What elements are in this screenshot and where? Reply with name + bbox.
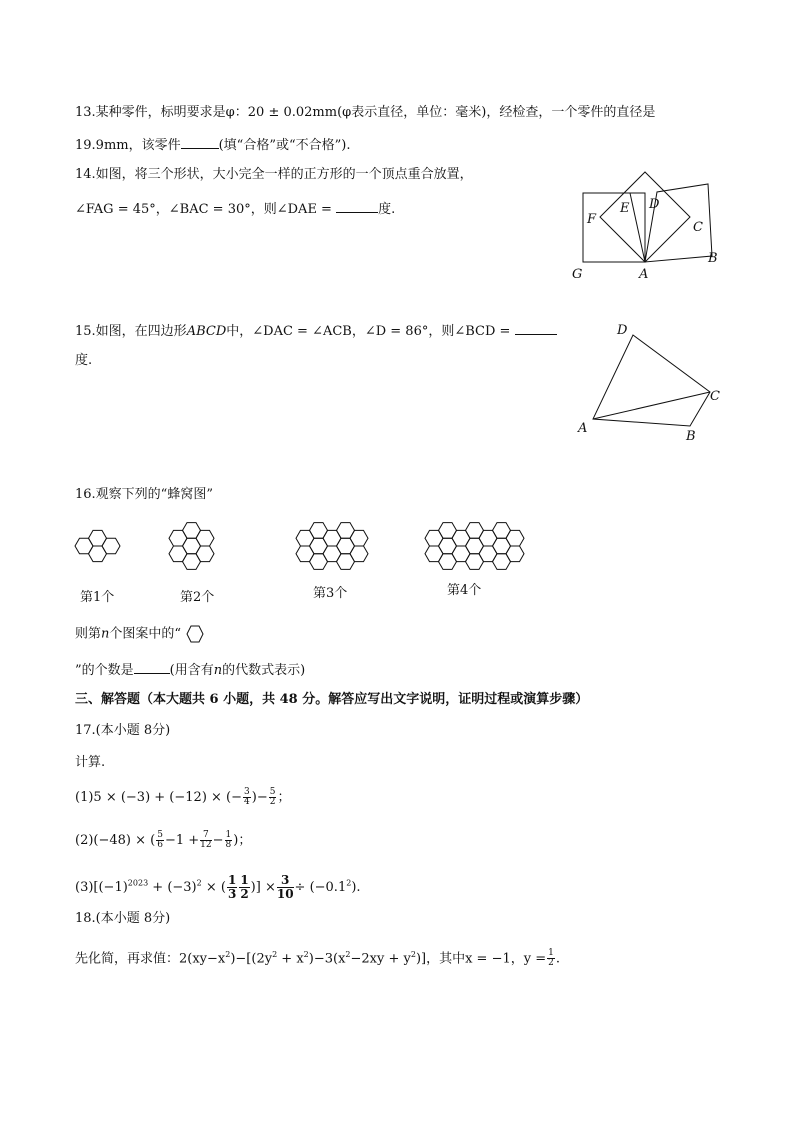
q17-p2-mid2: − xyxy=(212,833,224,848)
q17-p3-b: + (−3) xyxy=(148,880,197,895)
q17-part2 xyxy=(75,831,251,850)
q16-line2 xyxy=(75,624,205,644)
frac-numerator: 3 xyxy=(244,787,250,797)
q15-label-B: B xyxy=(686,429,696,444)
q15-label-D: D xyxy=(617,323,628,338)
q17-p1-mid: )− xyxy=(251,790,268,805)
q17-p3-exp2: 2 xyxy=(196,878,202,888)
q15-answer-blank[interactable] xyxy=(515,321,557,335)
q14-figure xyxy=(560,162,730,286)
q18-header: 18.(本小题 8分) xyxy=(75,911,171,926)
q16-honeycomb-figures xyxy=(60,510,530,582)
q16-variable-n-2: n xyxy=(213,663,223,678)
q17-p2-frac3 xyxy=(225,831,233,850)
q18-exp3: 2 xyxy=(303,950,309,959)
q13-line2-suffix: (填“合格”或“不合格”). xyxy=(218,138,351,153)
q18-exp2: 2 xyxy=(272,950,278,959)
honeycomb-cell-fig2 xyxy=(196,530,214,546)
frac-numerator: 5 xyxy=(157,830,163,840)
q16-line3-suffix: 的代数式表示) xyxy=(222,663,306,678)
q15-quad-name: ABCD xyxy=(186,324,227,339)
q17-p3-frac2 xyxy=(239,874,249,901)
honeycomb-cell-fig1 xyxy=(102,538,120,554)
q16-caption-2: 第2个 xyxy=(180,590,215,605)
q17-header: 17.(本小题 8分) xyxy=(75,723,171,738)
q18-frac-y xyxy=(547,949,555,968)
q14-label-B: B xyxy=(708,251,718,266)
q16-line2-middle: 个图案中的“ xyxy=(109,626,182,642)
q17-p1-frac1 xyxy=(243,788,251,807)
q16-line3-middle: (用含有 xyxy=(169,663,214,678)
frac-denominator: 3 xyxy=(227,887,237,901)
q17-p3-frac1 xyxy=(227,874,237,901)
q18-line xyxy=(75,946,560,968)
q17-p2-frac1 xyxy=(156,831,164,850)
q16-caption-3: 第3个 xyxy=(313,586,348,601)
q15-quadrilateral xyxy=(593,335,710,426)
q15-line1-middle: 中，∠DAC = ∠ACB，∠D = 86°，则∠BCD = xyxy=(226,324,515,339)
q15-label-C: C xyxy=(710,389,720,404)
q17-instruction: 计算. xyxy=(75,755,106,770)
q17-p2-frac2 xyxy=(200,831,211,850)
frac-numerator: 1 xyxy=(548,948,554,959)
q17-p3-a: (3)[(−1) xyxy=(75,880,128,895)
q13-answer-blank[interactable] xyxy=(181,135,219,149)
q18-c: + x xyxy=(277,951,304,967)
q17-part1 xyxy=(75,788,290,807)
honeycomb-cell-fig4 xyxy=(506,530,524,546)
q17-part3 xyxy=(75,874,361,901)
q18-a: 先化简，再求值：2(xy−x xyxy=(75,951,226,967)
q16-line3 xyxy=(75,660,305,680)
q18-exp5: 2 xyxy=(410,950,416,959)
q17-p3-exp3: 2 xyxy=(346,878,352,888)
q18-end: . xyxy=(555,951,560,967)
q14-label-F: F xyxy=(587,212,597,227)
q18-d: )−3(x xyxy=(308,951,346,967)
q16-line2-prefix: 则第 xyxy=(75,626,102,642)
q16-answer-blank[interactable] xyxy=(134,660,170,674)
frac-denominator: 2 xyxy=(548,958,554,969)
q15-label-A: A xyxy=(578,421,588,436)
hexagon-icon xyxy=(185,624,205,644)
honeycomb-cell-fig2 xyxy=(196,546,214,562)
q16-caption-4: 第4个 xyxy=(447,583,482,598)
q17-p3-end: ). xyxy=(351,880,361,895)
q14-line2-prefix: ∠FAG = 45°，∠BAC = 30°，则∠DAE = xyxy=(75,202,337,217)
q18-exp4: 2 xyxy=(345,950,351,959)
q14-label-D: D xyxy=(649,197,660,212)
q13-line2 xyxy=(75,135,350,155)
q17-p2-mid1: −1 + xyxy=(164,833,200,848)
q18-b: )−[(2y xyxy=(230,951,273,967)
q16-line3-prefix: ”的个数是 xyxy=(75,663,134,678)
q17-p3-exp1: 2023 xyxy=(127,878,149,888)
q14-line2 xyxy=(75,199,395,219)
q17-p2-a: (2)(−48) × ( xyxy=(75,833,156,848)
q17-p3-d: )] × xyxy=(250,880,276,895)
frac-numerator: 3 xyxy=(277,874,294,888)
q14-label-C: C xyxy=(693,220,703,235)
q16-line1: 16.观察下列的“蜂窝图” xyxy=(75,487,213,502)
frac-denominator: 2 xyxy=(240,887,249,901)
q18-e: −2xy + y xyxy=(350,951,411,967)
q13-line1: 13.某种零件，标明要求是φ：20 ± 0.02mm(φ表示直径，单位：毫米)，经检查，一个零件的直径是 xyxy=(75,105,656,120)
frac-numerator: 1 xyxy=(225,830,232,840)
q17-p3-frac3 xyxy=(277,874,294,901)
q14-label-G: G xyxy=(572,267,583,282)
q17-p3-e: ÷ (−0.1 xyxy=(294,880,347,895)
q15-line2: 度. xyxy=(75,353,93,368)
q14-label-E: E xyxy=(620,201,630,216)
honeycomb-cell-fig3 xyxy=(350,546,368,562)
q17-p2-end: )； xyxy=(233,833,252,848)
q13-line2-prefix: 19.9mm，该零件 xyxy=(75,138,181,153)
frac-numerator: 1 xyxy=(227,873,237,887)
frac-denominator: 6 xyxy=(157,840,163,850)
q17-p1-end: ； xyxy=(277,790,291,805)
frac-denominator: 10 xyxy=(276,887,294,901)
frac-numerator: 7 xyxy=(200,831,211,841)
frac-denominator: 4 xyxy=(244,797,250,807)
q16-caption-1: 第1个 xyxy=(80,590,115,605)
q14-line1: 14.如图，将三个形状，大小完全一样的正方形的一个顶点重合放置， xyxy=(75,167,473,182)
q18-f: )]，其中x = −1，y = xyxy=(415,951,547,967)
honeycomb-cell-fig3 xyxy=(350,530,368,546)
q15-line1-prefix: 15.如图，在四边形 xyxy=(75,324,187,339)
q17-p1-a: (1)5 × (−3) + (−12) × (− xyxy=(75,790,243,805)
q14-line2-suffix: 度. xyxy=(378,202,396,217)
q17-p3-c: × ( xyxy=(201,880,226,895)
frac-numerator: 1 xyxy=(240,873,249,887)
frac-denominator: 8 xyxy=(225,840,232,850)
frac-denominator: 12 xyxy=(200,840,212,850)
honeycomb-cell-fig4 xyxy=(506,546,524,562)
q15-line1 xyxy=(75,321,557,341)
section3-title: 三、解答题（本大题共 6 小题，共 48 分。解答应写出文字说明，证明过程或演算步骤） xyxy=(75,692,589,707)
q18-exp1: 2 xyxy=(225,950,231,959)
q14-label-A: A xyxy=(639,267,649,282)
q16-variable-n: n xyxy=(101,626,110,642)
frac-denominator: 2 xyxy=(269,797,276,807)
q14-answer-blank[interactable] xyxy=(336,199,378,213)
q17-p1-frac2 xyxy=(269,788,277,807)
frac-numerator: 5 xyxy=(269,787,276,797)
q15-figure xyxy=(570,318,730,448)
